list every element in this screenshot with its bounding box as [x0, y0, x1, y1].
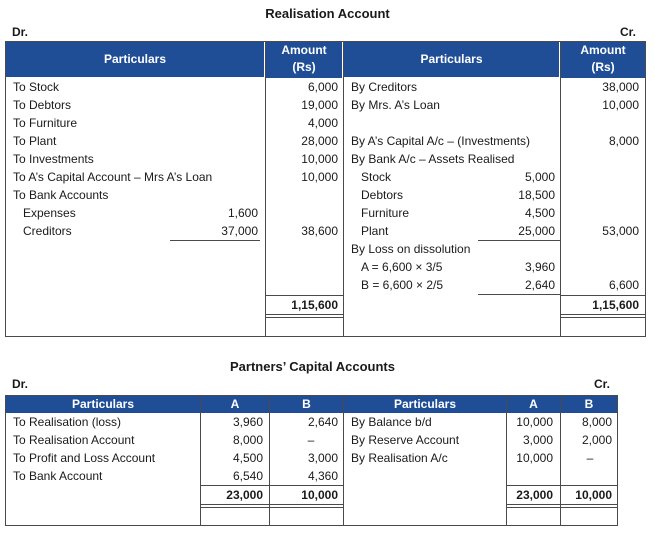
credit-row-label: By A’s Capital A/c – (Investments) — [351, 134, 530, 148]
cap-credit-label: By Balance b/d — [351, 415, 432, 429]
cap-header-particulars-left: Particulars — [6, 395, 200, 413]
cap-header-a-right: A — [507, 395, 560, 413]
total-left: 1,15,600 — [291, 298, 338, 312]
credit-row-label: By Creditors — [351, 80, 418, 94]
cap-total-a-left: 23,000 — [226, 488, 263, 502]
cap-credit-b: 8,000 — [581, 415, 612, 429]
cap-debit-a: 3,960 — [232, 415, 263, 429]
debit-row-amount: 28,000 — [301, 134, 338, 148]
header-particulars-right: Particulars — [344, 41, 559, 77]
debit-row-label: To Furniture — [13, 116, 78, 130]
bank-sub-label: Expenses — [23, 206, 76, 220]
bank-sub-inner: 1,600 — [227, 206, 258, 220]
total-right: 1,15,600 — [592, 298, 639, 312]
assets-sub-amount: 53,000 — [602, 224, 639, 238]
cap-debit-label: To Realisation (loss) — [13, 415, 122, 429]
cap-credit-label: By Reserve Account — [351, 433, 460, 447]
cap-header-b-left: B — [270, 395, 343, 413]
debit-row-amount: 10,000 — [301, 170, 338, 184]
bank-sub-label: Creditors — [23, 224, 72, 238]
assets-sub-inner: 5,000 — [524, 170, 555, 184]
cap-credit-a: 10,000 — [516, 415, 553, 429]
bank-sub-inner: 37,000 — [221, 224, 258, 238]
credit-row-amount: 10,000 — [602, 98, 639, 112]
credit-row-amount: 38,000 — [602, 80, 639, 94]
cap-debit-label: To Realisation Account — [13, 433, 135, 447]
header-amount-right: Amount (Rs) — [561, 41, 645, 78]
debit-row-label: To A’s Capital Account – Mrs A’s Loan — [13, 170, 213, 184]
cap-total-a-right: 23,000 — [516, 488, 553, 502]
capital-dr-label: Dr. — [12, 377, 29, 391]
cap-total-b-right: 10,000 — [575, 488, 612, 502]
cap-header-a-left: A — [201, 395, 269, 413]
debit-row-amount: 10,000 — [301, 152, 338, 166]
assets-sub-label: Debtors — [361, 188, 404, 202]
debit-row-amount: 4,000 — [307, 116, 338, 130]
capital-title: Partners’ Capital Accounts — [230, 359, 395, 374]
cap-debit-label: To Bank Account — [13, 469, 103, 483]
credit-row-amount: 8,000 — [608, 134, 639, 148]
header-amount-left: Amount (Rs) — [266, 41, 342, 78]
cap-credit-b: – — [586, 451, 594, 465]
cap-credit-label: By Realisation A/c — [351, 451, 448, 465]
realisation-cr-label: Cr. — [620, 25, 637, 39]
bank-sub-amount: 38,600 — [301, 224, 338, 238]
debit-row-label: To Bank Accounts — [13, 188, 109, 202]
assets-sub-label: Furniture — [361, 206, 410, 220]
cap-header-particulars-right: Particulars — [344, 395, 506, 413]
cap-header-b-right: B — [561, 395, 617, 413]
header-particulars-left: Particulars — [6, 41, 264, 77]
debit-row-amount: 6,000 — [307, 80, 338, 94]
cap-debit-b: – — [307, 433, 315, 447]
cap-credit-a: 3,000 — [522, 433, 553, 447]
capital-cr-label: Cr. — [594, 377, 611, 391]
debit-row-label: To Plant — [13, 134, 57, 148]
loss-sub-amount: 6,600 — [608, 278, 639, 292]
cap-debit-b: 3,000 — [307, 451, 338, 465]
cap-total-b-left: 10,000 — [301, 488, 338, 502]
debit-row-label: To Investments — [13, 152, 94, 166]
cap-credit-b: 2,000 — [581, 433, 612, 447]
assets-sub-label: Stock — [361, 170, 392, 184]
debit-row-amount: 19,000 — [301, 98, 338, 112]
assets-sub-inner: 25,000 — [518, 224, 555, 238]
realisation-dr-label: Dr. — [12, 25, 29, 39]
assets-sub-label: Plant — [361, 224, 389, 238]
loss-sub-inner: 3,960 — [524, 260, 555, 274]
cap-debit-label: To Profit and Loss Account — [13, 451, 156, 465]
debit-row-label: To Stock — [13, 80, 60, 94]
cap-credit-a: 10,000 — [516, 451, 553, 465]
loss-label: By Loss on dissolution — [351, 242, 471, 256]
cap-debit-b: 4,360 — [307, 469, 338, 483]
debit-row-label: To Debtors — [13, 98, 72, 112]
realisation-title: Realisation Account — [265, 6, 390, 21]
assets-sub-inner: 4,500 — [524, 206, 555, 220]
cap-debit-a: 8,000 — [232, 433, 263, 447]
loss-sub-inner: 2,640 — [524, 278, 555, 292]
cap-debit-a: 6,540 — [232, 469, 263, 483]
credit-row-label: By Mrs. A’s Loan — [351, 98, 440, 112]
cap-debit-a: 4,500 — [232, 451, 263, 465]
cap-debit-b: 2,640 — [307, 415, 338, 429]
loss-sub-label: B = 6,600 × 2/5 — [361, 278, 444, 292]
assets-sub-inner: 18,500 — [518, 188, 555, 202]
loss-sub-label: A = 6,600 × 3/5 — [361, 260, 443, 274]
credit-row-label: By Bank A/c – Assets Realised — [351, 152, 515, 166]
